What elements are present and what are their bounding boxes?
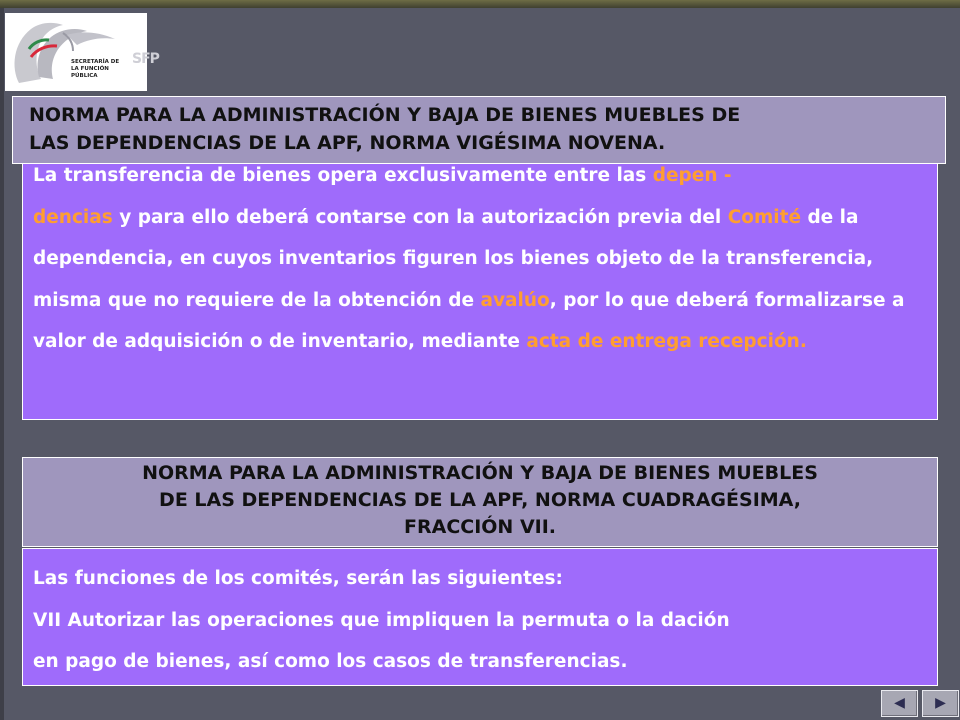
logo-line: LA FUNCIÓN — [71, 66, 109, 72]
section2-body-line: VII Autorizar las operaciones que impliquen la permuta o la dación — [33, 609, 730, 631]
section2-title-line: NORMA PARA LA ADMINISTRACIÓN Y BAJA DE BIENES MUEBLES — [142, 462, 818, 484]
section2-body-line: Las funciones de los comités, serán las siguientes: — [33, 568, 563, 589]
section2-body — [22, 548, 938, 686]
section1-title-line: LAS DEPENDENCIAS DE LA APF, NORMA VIGÉSIMA NOVENA. — [29, 132, 666, 154]
body-text: de la dependencia, en cuyos inventarios figuren los bienes objeto de la transferencia, misma que no requiere de la obtención de — [33, 206, 874, 311]
logo-letters: SFP — [132, 51, 159, 67]
logo-line: PÚBLICA — [71, 73, 98, 79]
highlight-term: Comité — [727, 206, 801, 228]
body-text: , por lo que deberá formalizarse a valor de adquisición o de inventario, mediante — [33, 289, 905, 353]
section1-paragraph — [33, 155, 937, 363]
section1-body — [22, 150, 938, 420]
top-strip — [0, 0, 960, 8]
logo-text — [71, 59, 137, 80]
sfp-logo — [5, 13, 159, 91]
triangle-right-icon: ▶ — [935, 695, 946, 711]
highlight-term: depen - — [652, 165, 732, 186]
section2-title — [22, 457, 938, 547]
highlight-term: acta de entrega recepción. — [526, 331, 807, 353]
section2-title-line: FRACCIÓN VII. — [404, 516, 556, 538]
logo-line: SECRETARÍA DE — [71, 59, 120, 65]
next-slide-button[interactable] — [922, 690, 959, 717]
triangle-left-icon: ◀ — [894, 695, 905, 711]
highlight-term: dencias — [33, 206, 113, 228]
body-text: y para ello deberá contarse con la autorización previa del — [112, 206, 728, 228]
previous-slide-button[interactable] — [881, 690, 918, 717]
section2-body-line: en pago de bienes, así como los casos de transferencias. — [33, 651, 628, 672]
highlight-term: avalúo — [480, 289, 550, 311]
body-text: La transferencia de bienes opera exclusivamente entre las — [33, 165, 653, 186]
left-border — [0, 8, 4, 720]
section1-title-line: NORMA PARA LA ADMINISTRACIÓN Y BAJA DE BIENES MUEBLES DE — [29, 104, 741, 126]
section2-title-line: DE LAS DEPENDENCIAS DE LA APF, NORMA CUADRAGÉSIMA, — [159, 489, 801, 511]
section1-title — [12, 96, 946, 164]
